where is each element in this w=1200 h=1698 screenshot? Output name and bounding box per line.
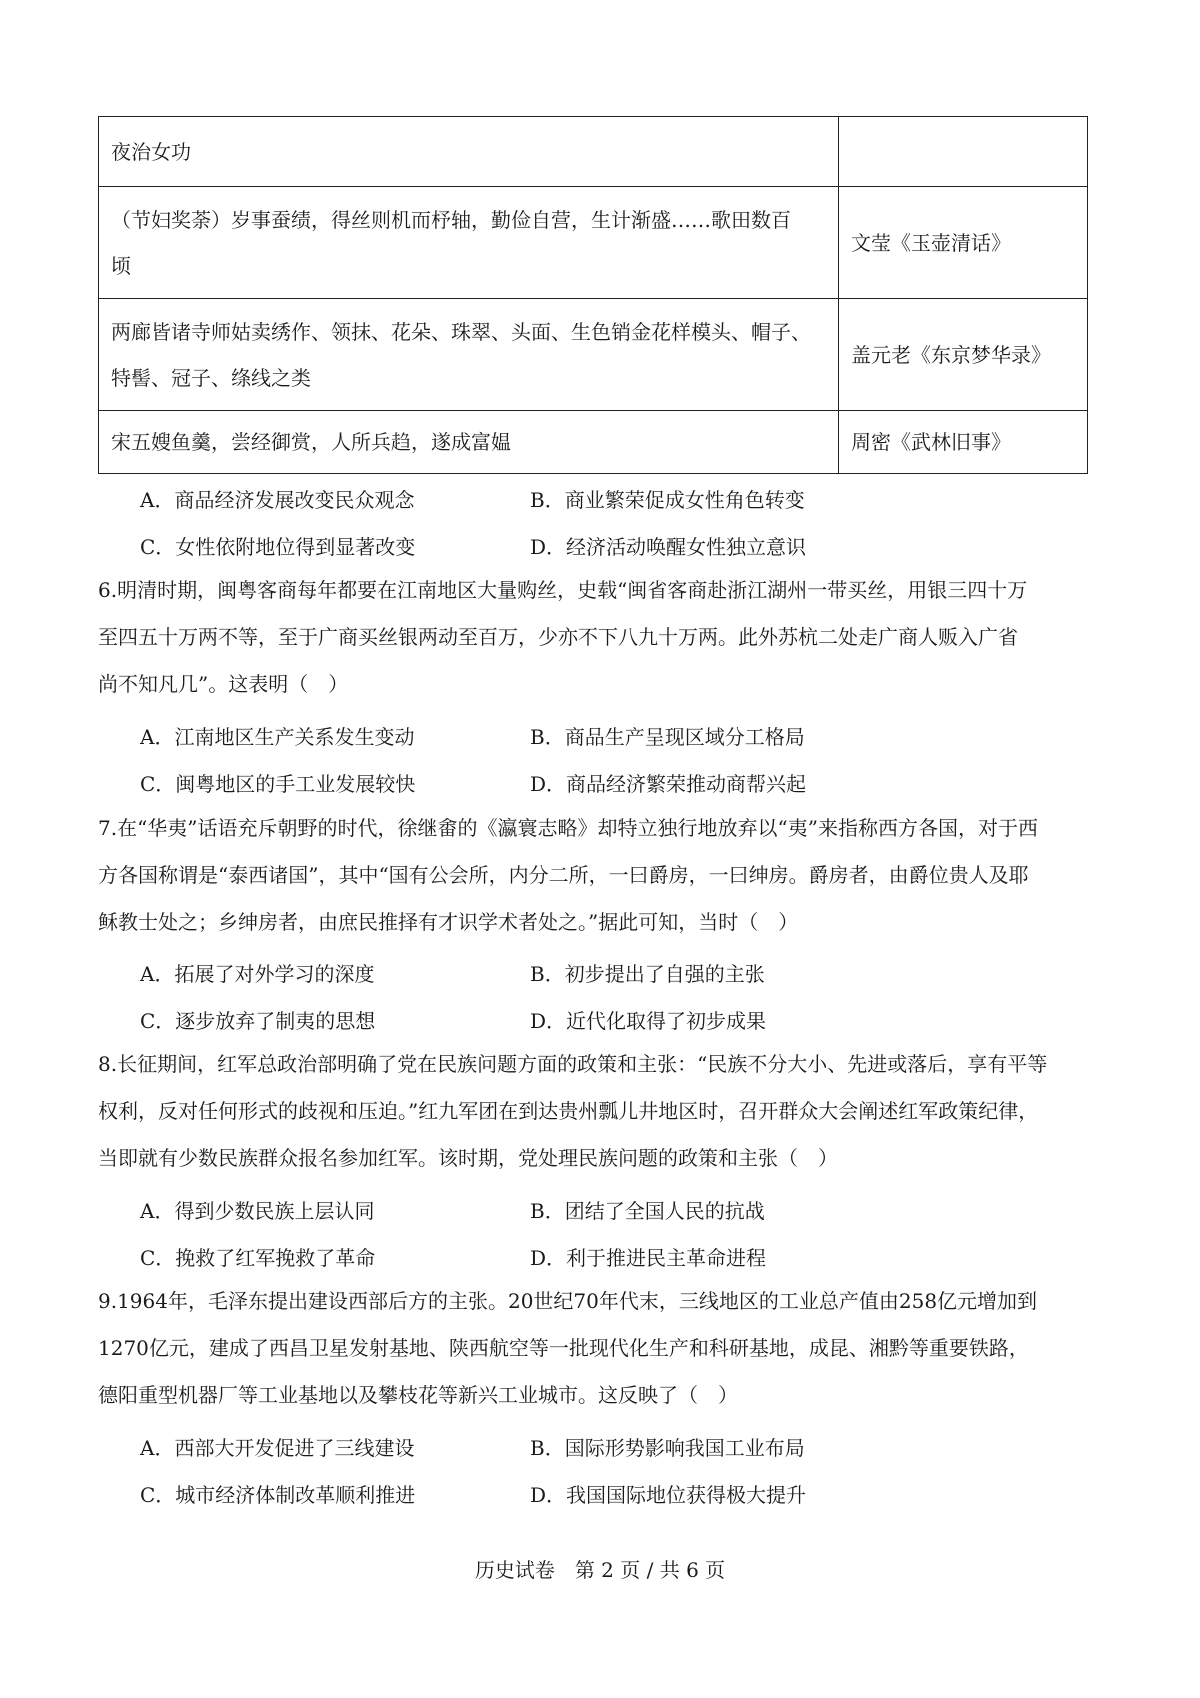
source-table	[98, 116, 1088, 474]
q7-option-d[interactable]: D．近代化取得了初步成果	[530, 1009, 767, 1033]
table-cell-source	[839, 117, 1088, 187]
table-row	[99, 117, 1088, 187]
cell-line: 特髻、冠子、绦线之类	[111, 365, 311, 390]
question-line: 7.在“华夷”话语充斥朝野的时代，徐继畬的《瀛寰志略》却特立独行地放弃以“夷”来指称西方各国，对于西	[98, 816, 1038, 840]
page-footer: 历史试卷 第 2 页 / 共 6 页	[474, 1558, 726, 1582]
table-cell-source: 周密《武林旧事》	[839, 411, 1088, 474]
q8-option-c[interactable]: C．挽救了红军挽救了革命	[140, 1246, 376, 1270]
q6-option-b[interactable]: B．商品生产呈现区域分工格局	[530, 725, 805, 749]
q5-option-b[interactable]: B．商业繁荣促成女性角色转变	[530, 488, 805, 512]
question-line: 1270亿元，建成了西昌卫星发射基地、陕西航空等一批现代化生产和科研基地，成昆、湘黔等重要铁路，	[98, 1336, 1029, 1360]
table-cell-content	[99, 299, 839, 411]
question-9	[98, 1278, 1098, 1419]
q9-option-b[interactable]: B．国际形势影响我国工业布局	[530, 1436, 805, 1460]
question-6	[98, 567, 1098, 708]
table-cell-source: 文莹《玉壶清话》	[839, 187, 1088, 299]
q6-option-c[interactable]: C．闽粤地区的手工业发展较快	[140, 772, 416, 796]
q5-option-d[interactable]: D．经济活动唤醒女性独立意识	[530, 535, 807, 559]
q5-option-a[interactable]: A．商品经济发展改变民众观念	[140, 488, 415, 512]
q9-option-c[interactable]: C．城市经济体制改革顺利推进	[140, 1483, 416, 1507]
question-line: 当即就有少数民族群众报名参加红军。该时期，党处理民族问题的政策和主张（ ）	[98, 1146, 838, 1170]
question-line: 方各国称谓是“泰西诸国”，其中“国有公会所，内分二所，一曰爵房，一曰绅房。爵房者，由爵位贵人及耶	[98, 863, 1029, 887]
q6-option-d[interactable]: D．商品经济繁荣推动商帮兴起	[530, 772, 807, 796]
q7-option-a[interactable]: A．拓展了对外学习的深度	[140, 962, 375, 986]
table-row	[99, 187, 1088, 299]
table-cell-content	[99, 187, 839, 299]
cell-line: 顷	[111, 253, 131, 278]
table-cell-content: 夜治女功	[99, 117, 839, 187]
question-7	[98, 805, 1098, 946]
q8-option-a[interactable]: A．得到少数民族上层认同	[140, 1199, 375, 1223]
question-line: 权利，反对任何形式的歧视和压迫。”红九军团在到达贵州瓢儿井地区时，召开群众大会阐述红军政策纪律，	[98, 1099, 1039, 1123]
table-cell-source: 盖元老《东京梦华录》	[839, 299, 1088, 411]
table-cell-content: 宋五嫂鱼羹，尝经御赏，人所兵趋，遂成富媪	[99, 411, 839, 474]
question-line: 9.1964年，毛泽东提出建设西部后方的主张。20世纪70年代末，三线地区的工业总产值由258亿元增加到	[98, 1289, 1038, 1313]
q8-option-b[interactable]: B．团结了全国人民的抗战	[530, 1199, 765, 1223]
q8-option-d[interactable]: D．利于推进民主革命进程	[530, 1246, 767, 1270]
q9-option-a[interactable]: A．西部大开发促进了三线建设	[140, 1436, 415, 1460]
question-line: 6.明清时期，闽粤客商每年都要在江南地区大量购丝，史载“闽省客商赴浙江湖州一带买丝，用银三四十万	[98, 578, 1028, 602]
table-row	[99, 299, 1088, 411]
q7-option-c[interactable]: C．逐步放弃了制夷的思想	[140, 1009, 376, 1033]
q6-option-a[interactable]: A．江南地区生产关系发生变动	[140, 725, 415, 749]
question-line: 德阳重型机器厂等工业基地以及攀枝花等新兴工业城市。这反映了（ ）	[98, 1383, 738, 1407]
q5-option-c[interactable]: C．女性依附地位得到显著改变	[140, 535, 416, 559]
cell-line: 两廊皆诸寺师姑卖绣作、领抹、花朵、珠翠、头面、生色销金花样模头、帽子、	[111, 319, 811, 344]
table-row	[99, 411, 1088, 474]
q9-option-d[interactable]: D．我国国际地位获得极大提升	[530, 1483, 807, 1507]
cell-line: （节妇奖荼）岁事蚕绩，得丝则机而杼轴，勤俭自营，生计渐盛……歌田数百	[111, 207, 791, 232]
question-8	[98, 1041, 1098, 1182]
question-line: 8.长征期间，红军总政治部明确了党在民族问题方面的政策和主张：“民族不分大小、先进或落后，享有平等	[98, 1052, 1048, 1076]
q7-option-b[interactable]: B．初步提出了自强的主张	[530, 962, 765, 986]
question-line: 稣教士处之；乡绅房者，由庶民推择有才识学术者处之。”据此可知，当时（ ）	[98, 910, 799, 934]
question-line: 尚不知凡几”。这表明（ ）	[98, 672, 349, 696]
question-line: 至四五十万两不等，至于广商买丝银两动至百万，少亦不下八九十万两。此外苏杭二处走广商人贩入广省	[98, 625, 1018, 649]
